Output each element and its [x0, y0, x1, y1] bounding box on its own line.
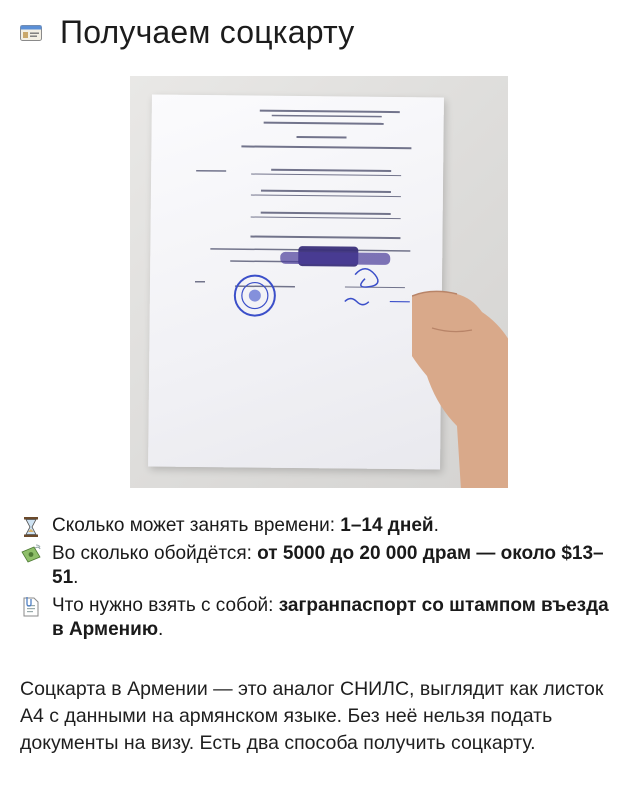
id-card-icon — [20, 25, 42, 41]
fact-label: Сколько может занять времени: — [52, 515, 341, 536]
fact-value: загранпаспорт со штампом въезда в Армению — [52, 595, 609, 640]
page-header — [20, 14, 354, 51]
fact-label: Во сколько обойдётся: — [52, 543, 258, 564]
description-paragraph: Соцкарта в Армении — это аналог СНИЛС, выглядит как листок А4 с данными на армянском языке. Без неё нельзя подать документы на визу. Есть два способа получить соцкарту. — [20, 678, 604, 754]
page-title: Получаем соцкарту — [60, 14, 355, 50]
facts-list — [20, 514, 620, 646]
paperclip-document-icon — [20, 596, 42, 618]
fact-tail: . — [73, 567, 79, 588]
fact-tail: . — [158, 619, 164, 640]
hourglass-icon — [20, 516, 42, 538]
document-photo — [130, 76, 508, 488]
fact-tail: . — [433, 515, 439, 536]
fact-value: 1–14 дней — [340, 515, 434, 536]
hand-icon — [412, 276, 508, 488]
fact-value: от 5000 до 20 000 драм — около $13–51 — [52, 543, 604, 588]
fact-label: Что нужно взять с собой: — [52, 595, 279, 616]
fact-documents — [20, 594, 620, 642]
social-card-paper — [148, 94, 444, 469]
fact-cost — [20, 542, 620, 590]
money-icon — [20, 544, 42, 566]
fact-duration — [20, 514, 620, 538]
